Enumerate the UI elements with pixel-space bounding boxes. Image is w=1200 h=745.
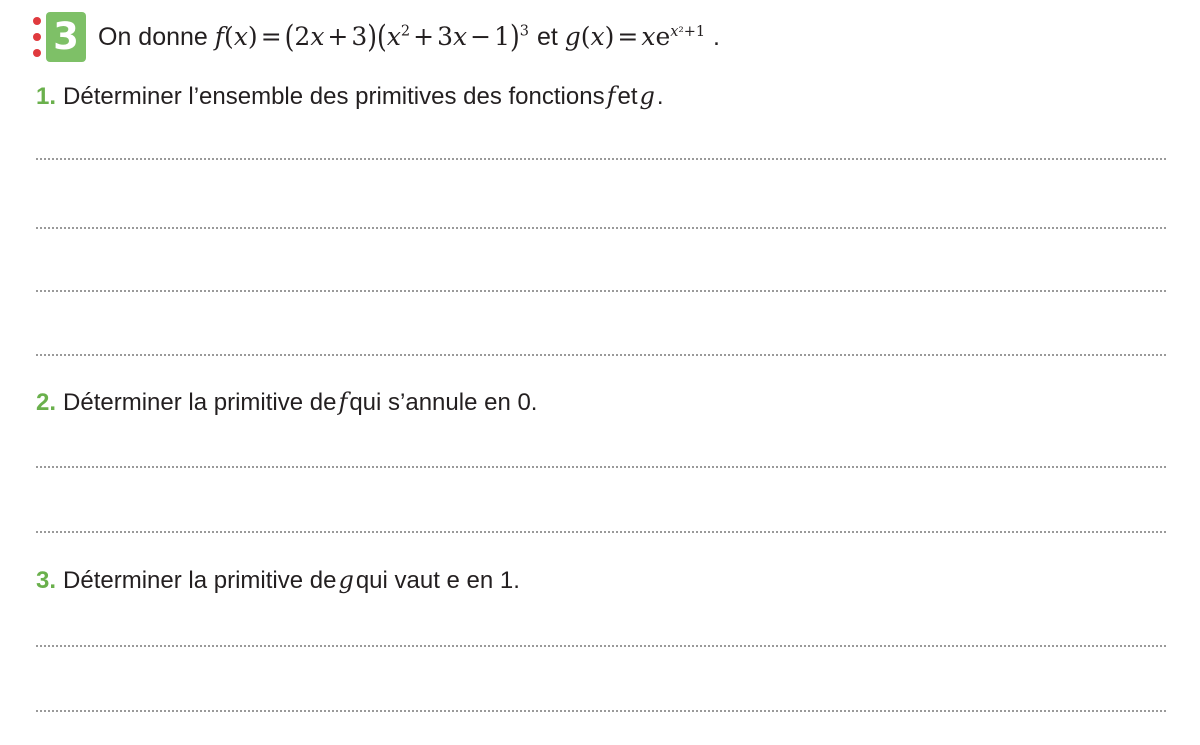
question-1-number: 1. [36,83,57,110]
answer-line[interactable] [36,158,1166,160]
question-2-var-f: f [338,388,348,416]
g-label: g [564,22,581,51]
question-1 [36,82,664,111]
exercise-number: 3 [46,12,86,62]
question-1-middle: et [617,83,638,110]
f-argument: x [233,22,248,51]
question-1-var-g: g [639,82,655,110]
answer-line[interactable] [36,290,1166,292]
question-3 [36,566,520,595]
statement-connector: et [536,23,558,51]
answer-line[interactable] [36,710,1166,712]
f-label: f [214,22,225,51]
answer-line[interactable] [36,531,1166,533]
g-argument: x [590,22,605,51]
question-1-text: Déterminer l’ensemble des primitives des fonctions [63,83,605,110]
question-1-end: . [656,83,664,110]
three-dots-icon [30,14,44,60]
question-2 [36,388,537,417]
equals-sign-1: = [260,22,282,51]
answer-line[interactable] [36,466,1166,468]
answer-line[interactable] [36,354,1166,356]
question-1-var-f: f [606,82,616,110]
statement-prefix: On donne [98,23,208,51]
f-exponent: 3 [519,23,529,40]
question-3-text: Déterminer la primitive de [63,567,337,594]
question-2-text: Déterminer la primitive de [63,389,337,416]
equals-sign-2: = [617,22,639,51]
exercise-statement [98,12,720,53]
question-2-end: qui s’annule en 0. [349,389,538,416]
function-f-definition: $f(x) = (2x + 3)(x^2 + 3x - 1)^3$ [214,18,529,55]
exercise-header [30,12,720,62]
question-3-number: 3. [36,567,57,594]
answer-line[interactable] [36,227,1166,229]
exercise-badge [30,12,86,62]
answer-line[interactable] [36,645,1166,647]
question-3-end: qui vaut e en 1. [355,567,520,594]
question-3-var-g: g [338,566,354,594]
question-2-number: 2. [36,389,57,416]
statement-period: . [713,23,720,51]
function-g-definition: $g(x) = xe^{x^2+1}$ [564,22,706,51]
